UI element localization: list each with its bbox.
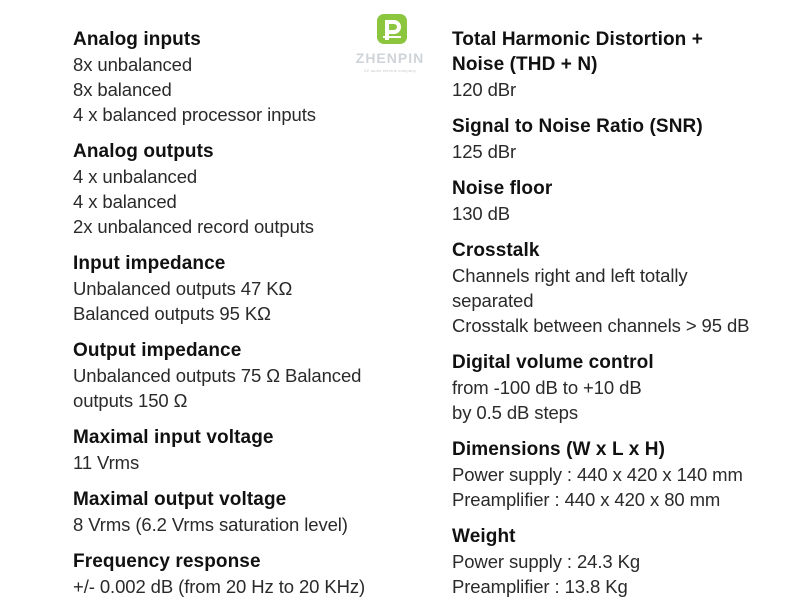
spec-value: +/- 0.002 dB (from 20 Hz to 20 KHz) [73,576,366,597]
logo-wordmark: ZHENPIN [355,50,425,66]
spec-noise-floor [452,176,792,226]
spec-dimensions [452,437,792,512]
spec-value: Preamplifier : 440 x 420 x 80 mm [452,489,721,510]
spec-title: Output impedance [73,340,242,361]
spec-input-impedance [73,251,433,326]
spec-thd-noise [452,27,792,102]
spec-value: separated [452,290,534,311]
spec-value: 8x unbalanced [73,54,193,75]
spec-value: Crosstalk between channels > 95 dB [452,315,750,336]
spec-value: 120 dBr [452,79,517,100]
spec-title: Crosstalk [452,240,540,261]
spec-title-continued: Noise (THD + N) [452,54,598,75]
specs-right-column [452,27,792,611]
spec-value: 11 Vrms [73,452,140,473]
spec-value: Power supply : 24.3 Kg [452,551,641,572]
spec-value: by 0.5 dB steps [452,402,579,423]
spec-value: Unbalanced outputs 47 KΩ [73,278,293,299]
spec-title: Total Harmonic Distortion + [452,29,703,50]
spec-title: Frequency response [73,551,261,572]
logo-tagline: ZZ audio electric company [364,68,416,73]
spec-value: outputs 150 Ω [73,390,188,411]
spec-value: 4 x balanced processor inputs [73,104,316,125]
spec-value: 2x unbalanced record outputs [73,216,314,237]
spec-title: Input impedance [73,253,226,274]
spec-crosstalk [452,238,792,338]
spec-value: from -100 dB to +10 dB [452,377,642,398]
spec-title: Maximal output voltage [73,489,287,510]
spec-title: Digital volume control [452,352,654,373]
spec-title: Signal to Noise Ratio (SNR) [452,116,703,137]
spec-max-input-voltage [73,425,433,475]
spec-value: Power supply : 440 x 420 x 140 mm [452,464,743,485]
specs-left-column [73,27,433,611]
spec-value: 4 x unbalanced [73,166,198,187]
spec-output-impedance [73,338,433,413]
spec-analog-outputs [73,139,433,239]
spec-value: 130 dB [452,203,511,224]
spec-frequency-response [73,549,433,599]
spec-title: Maximal input voltage [73,427,274,448]
spec-value: 4 x balanced [73,191,177,212]
spec-title: Analog inputs [73,29,201,50]
spec-title: Analog outputs [73,141,214,162]
spec-digital-volume [452,350,792,425]
spec-title: Dimensions (W x L x H) [452,439,665,460]
spec-title: Weight [452,526,516,547]
spec-value: 125 dBr [452,141,517,162]
spec-weight [452,524,792,599]
spec-title: Noise floor [452,178,553,199]
spec-value: Balanced outputs 95 KΩ [73,303,271,324]
spec-analog-inputs [73,27,433,127]
spec-value: 8x balanced [73,79,172,100]
spec-value: Unbalanced outputs 75 Ω Balanced [73,365,362,386]
spec-value: 8 Vrms (6.2 Vrms saturation level) [73,514,348,535]
spec-value: Channels right and left totally [452,265,688,286]
spec-max-output-voltage [73,487,433,537]
spec-value: Preamplifier : 13.8 Kg [452,576,628,597]
spec-snr [452,114,792,164]
